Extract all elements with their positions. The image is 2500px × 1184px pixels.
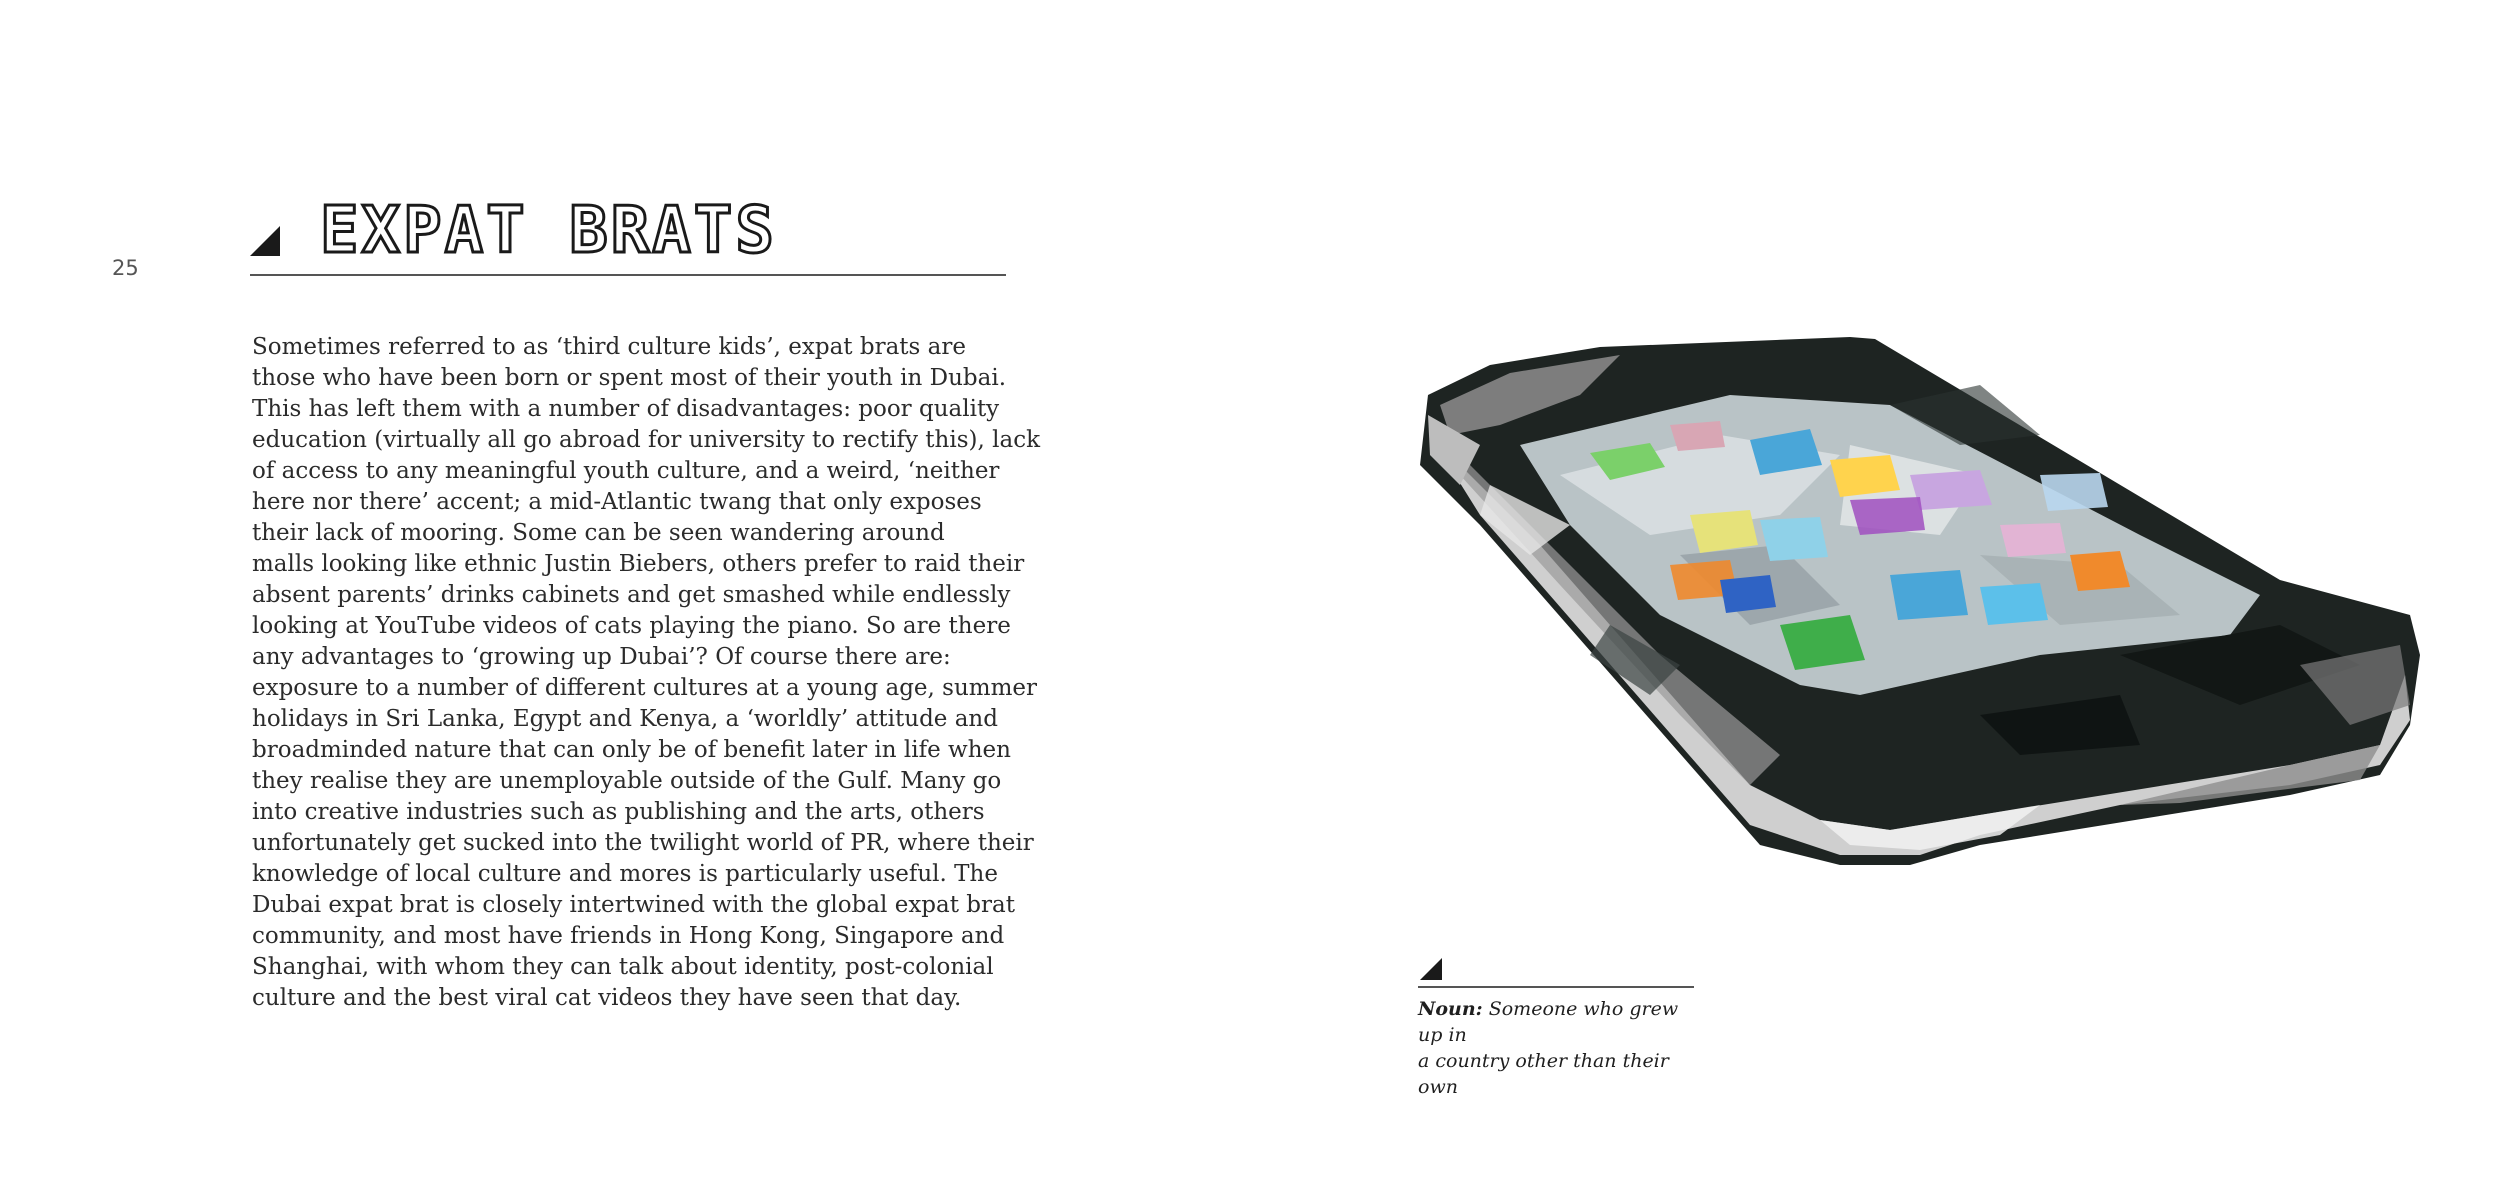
caption-term: Noun:	[1418, 998, 1483, 1020]
body-line: absent parents’ drinks cabinets and get smashed while endlessly	[252, 582, 1011, 608]
body-line: any advantages to ‘growing up Dubai’? Of course there are:	[252, 644, 951, 670]
body-line: Dubai expat brat is closely intertwined with the global expat brat	[252, 892, 1015, 918]
body-line: unfortunately get sucked into the twilight world of PR, where their	[252, 830, 1034, 856]
article-title: EXPAT BRATS	[320, 194, 777, 268]
body-line: looking at YouTube videos of cats playing the piano. So are there	[252, 613, 1011, 639]
body-line: This has left them with a number of disadvantages: poor quality	[252, 396, 1000, 422]
illustration-caption	[1418, 958, 1694, 1100]
article-body	[252, 332, 1041, 1014]
corner-triangle-icon	[1420, 958, 1442, 980]
caption-line-1: Someone who grew up in	[1418, 998, 1679, 1046]
body-line: malls looking like ethnic Justin Biebers, others prefer to raid their	[252, 551, 1025, 577]
body-line: they realise they are unemployable outside of the Gulf. Many go	[252, 768, 1002, 794]
body-line: community, and most have friends in Hong Kong, Singapore and	[252, 923, 1005, 949]
body-line: their lack of mooring. Some can be seen wandering around	[252, 520, 945, 546]
body-line: knowledge of local culture and mores is particularly useful. The	[252, 861, 998, 887]
body-line: education (virtually all go abroad for university to rectify this), lack	[252, 427, 1041, 453]
body-line: holidays in Sri Lanka, Egypt and Kenya, a ‘worldly’ attitude and	[252, 706, 998, 732]
corner-triangle-icon	[250, 226, 280, 256]
caption-line-2: a country other than their own	[1418, 1050, 1669, 1098]
smartphone-illustration	[1420, 325, 2425, 870]
article-header	[250, 196, 1006, 276]
body-line: broadminded nature that can only be of benefit later in life when	[252, 737, 1011, 763]
body-line: those who have been born or spent most of their youth in Dubai.	[252, 365, 1007, 391]
body-line: culture and the best viral cat videos they have seen that day.	[252, 985, 962, 1011]
body-line: exposure to a number of different cultures at a young age, summer	[252, 675, 1037, 701]
caption-divider	[1418, 986, 1694, 988]
page-number: 25	[112, 256, 139, 280]
body-line: into creative industries such as publishing and the arts, others	[252, 799, 985, 825]
body-line: Shanghai, with whom they can talk about identity, post-colonial	[252, 954, 994, 980]
body-line: of access to any meaningful youth culture, and a weird, ‘neither	[252, 458, 1000, 484]
caption-text	[1418, 996, 1694, 1100]
body-line: here nor there’ accent; a mid-Atlantic twang that only exposes	[252, 489, 982, 515]
body-line: Sometimes referred to as ‘third culture kids’, expat brats are	[252, 334, 966, 360]
